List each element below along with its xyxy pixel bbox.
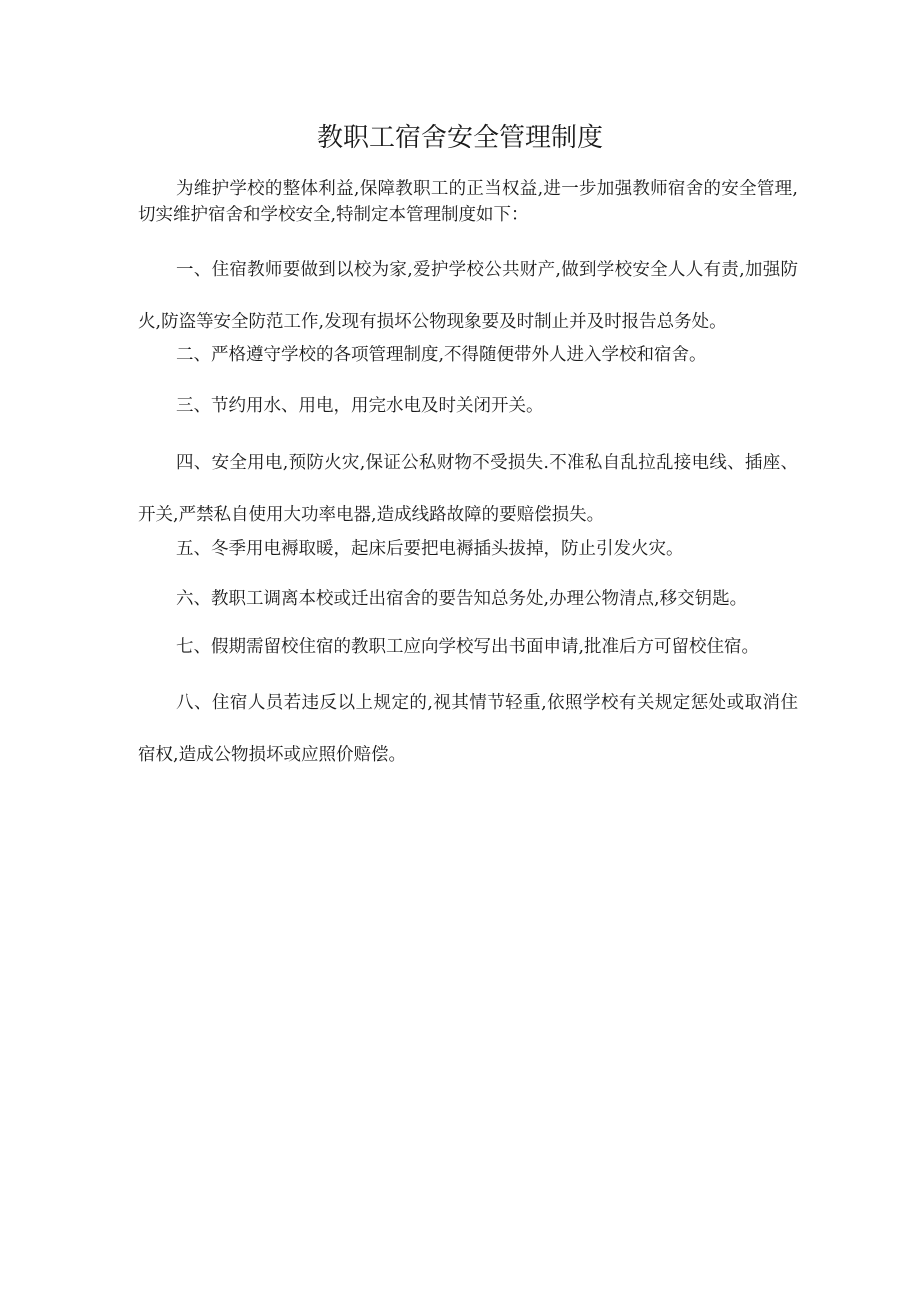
document-title: 教职工宿舍安全管理制度 — [316, 123, 603, 153]
rule-7: 七、假期需留校住宿的教职工应向学校写出书面申请,批准后方可留校住宿。 — [176, 637, 760, 657]
rule-1: 一、住宿教师要做到以校为家,爱护学校公共财产,做到学校安全人人有责,加强防火,防盗等安全防范工作,发现有损坏公物现象要及时制止并及时报告总务处。 — [138, 260, 798, 332]
rule-4: 四、安全用电,预防火灾,保证公私财物不受损失.不准私自乱拉乱接电线、插座、开关,严禁私自使用大功率电器,造成线路故障的要赔偿损失。 — [138, 453, 798, 525]
rule-3: 三、节约用水、用电，用完水电及时关闭开关。 — [176, 396, 544, 416]
rule-5: 五、冬季用电褥取暖，起床后要把电褥插头拔掉，防止引发火灾。 — [176, 539, 684, 559]
rule-2: 二、严格遵守学校的各项管理制度,不得随便带外人进入学校和宿舍。 — [176, 345, 707, 365]
intro-paragraph: 为维护学校的整体利益,保障教职工的正当权益,进一步加强教师宿舍的安全管理,切实维护宿舍和学校安全,特制定本管理制度如下： — [138, 179, 798, 225]
rule-8: 八、住宿人员若违反以上规定的,视其情节轻重,依照学校有关规定惩处或取消住宿权,造成公物损坏或应照价赔偿。 — [138, 693, 798, 765]
rule-6: 六、教职工调离本校或迁出宿舍的要告知总务处,办理公物清点,移交钥匙。 — [176, 589, 748, 609]
